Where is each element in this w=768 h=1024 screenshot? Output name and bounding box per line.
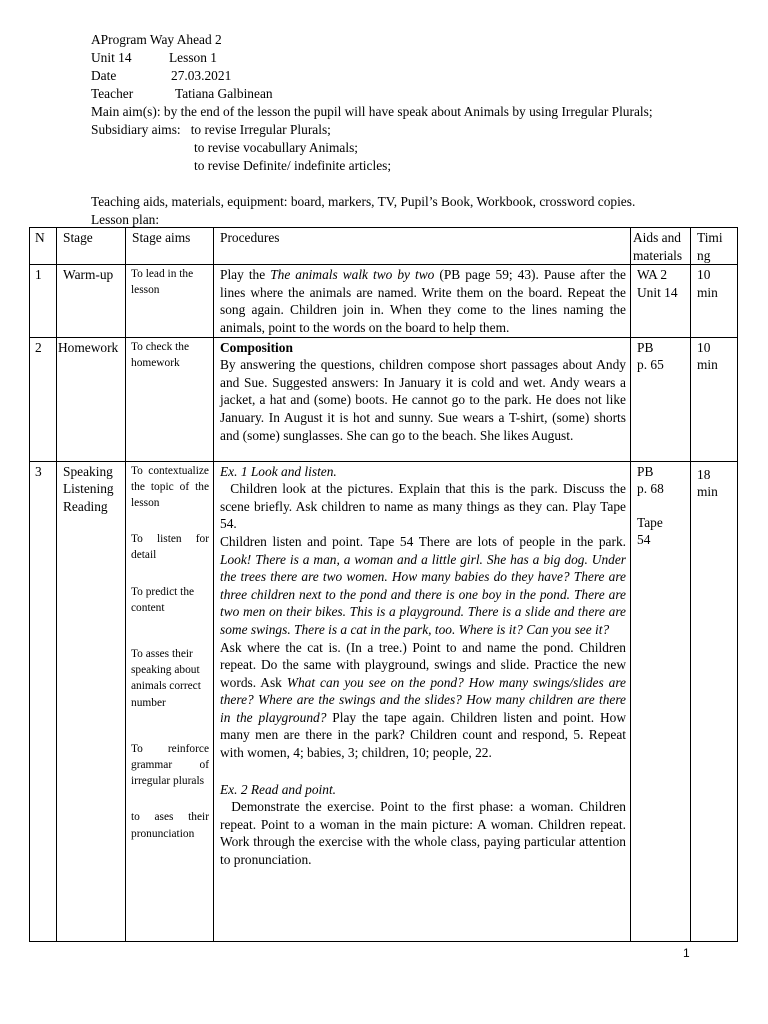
date-label: Date xyxy=(91,68,117,83)
subsidiary-label: Subsidiary aims: xyxy=(91,122,181,137)
ex1-heading: Ex. 1 Look and listen. xyxy=(220,463,337,479)
subsidiary-aim-3: to revise Definite/ indefinite articles; xyxy=(194,158,392,173)
unit-label: Unit 14 xyxy=(91,50,132,65)
lesson-plan-label: Lesson plan: xyxy=(91,212,160,227)
timing-cell: 10 min xyxy=(691,265,738,337)
header-procedures: Procedures xyxy=(214,228,631,265)
stage-aim: To listen for detail xyxy=(131,533,209,562)
teaching-aids: Teaching aids, materials, equipment: board, markers, TV, Pupil’s Book, Workbook, crossword copies. xyxy=(91,194,636,209)
stage-aims-cell: To lead in the lesson xyxy=(126,265,214,337)
header-n: N xyxy=(30,228,57,265)
date-value: 27.03.2021 xyxy=(171,68,232,83)
stage-aim: To predict the content xyxy=(131,585,195,614)
stage-aim: to ases their pronunciation xyxy=(131,811,209,840)
procedures-cell: Ex. 1 Look and listen. Children look at the pictures. Explain that this is the park. Discuss the scene briefly. Ask children to name as many things as they can. Play Tape 54. Children listen and point. Tape 54 There are lots of people in the park. Look! There is a man, a woman and a little girl. She has a big dog. Under the trees there are two women. How many babies do they have? There are three children next to the pond and there is one boy in the pond. There are two men on their bikes. This is a playground. There is a slide and there are some swings. There is a cat in the park, too. Where is it? Can you see it? Ask where the cat is. (In a tree.) Point to and name the pond. Children repeat. Do the same with playground, swings and slide. Practice the new words. Ask What can you see on the pond? How many swings/slides are there? Where are the swings and the slides? How many children are there in the playground? Play the tape again. Children listen and point. How many men are there in the park? Children count and respond, 5. Repeat with women, 4; babies, 3; children, 10; people, 22. Ex. 2 Read and point. Demonstrate the exercise. Point to the first phase: a woman. Children repeat. Point to a woman in the main picture: A woman. Children repeat. Work through the exercise with the whole class, paying particular attention to pronunciation. xyxy=(214,461,631,941)
row-number: 1 xyxy=(30,265,57,337)
stage-aim: To contextualize the topic of the lesson xyxy=(131,464,209,509)
main-aim: Main aim(s): by the end of the lesson the pupil will have speak about Animals by using Irregular Plurals; xyxy=(91,104,653,119)
teacher-name: Tatiana Galbinean xyxy=(175,86,273,101)
procedures-cell: Composition By answering the questions, children compose short passages about Andy and Sue. Suggested answers: In January it is cold and wet. Andy wears a jacket, a hat and (some) boots. He cannot go to the park. He does not like January. In August it is hot and sunny. Sue wears a T-shirt, (some) shorts and (some) sunglasses. She can go to the beach. She likes August. xyxy=(214,337,631,461)
date-line xyxy=(91,67,731,85)
aids-cell: PB p. 65 xyxy=(631,337,691,461)
page-number: 1 xyxy=(683,946,690,960)
procedures-cell: Play the The animals walk two by two (PB page 59; 43). Pause after the lines where the animals are named. Write them on the board. Repeat the song again. Children join in. When they come to the lines naming the animals, point to the words on the board to help them. xyxy=(214,265,631,337)
subsidiary-aims xyxy=(91,121,731,139)
lesson-header xyxy=(91,31,731,229)
stage-aims-cell: To check the homework xyxy=(126,337,214,461)
aids-cell: WA 2 Unit 14 xyxy=(631,265,691,337)
table-row xyxy=(30,461,738,941)
teacher-label: Teacher xyxy=(91,86,134,101)
header-timing: Timi ng xyxy=(691,228,738,265)
program-line: AProgram Way Ahead 2 xyxy=(91,32,222,47)
stage-aim: To reinforce grammar of irregular plurals xyxy=(131,742,209,788)
table-row xyxy=(30,265,738,337)
row-number: 3 xyxy=(30,461,57,941)
header-stage-aims: Stage aims xyxy=(126,228,214,265)
subsidiary-aim-1: to revise Irregular Plurals; xyxy=(190,122,331,137)
subsidiary-aim-2: to revise vocabullary Animals; xyxy=(194,140,358,155)
stage-cell: Speaking Listening Reading xyxy=(57,461,126,941)
header-stage: Stage xyxy=(57,228,126,265)
ex2-heading: Ex. 2 Read and point. xyxy=(220,781,337,797)
row-number: 2 xyxy=(30,337,57,461)
aids-cell: PB p. 68 Tape 54 xyxy=(631,461,691,941)
composition-title: Composition xyxy=(220,339,293,355)
timing-cell: 18 min xyxy=(691,461,738,941)
unit-line xyxy=(91,49,731,67)
table-row xyxy=(30,337,738,461)
table-header-row xyxy=(30,228,738,265)
lesson-plan-table xyxy=(29,227,738,942)
stage-cell: Homework xyxy=(57,337,126,461)
stage-cell: Warm-up xyxy=(57,265,126,337)
header-aids: Aids and materials xyxy=(631,228,691,265)
teacher-line xyxy=(91,85,731,103)
stage-aim: To asses their speaking about animals correct number xyxy=(131,647,201,709)
lesson-label: Lesson 1 xyxy=(169,50,217,65)
stage-aims-cell xyxy=(126,461,214,941)
timing-cell: 10 min xyxy=(691,337,738,461)
